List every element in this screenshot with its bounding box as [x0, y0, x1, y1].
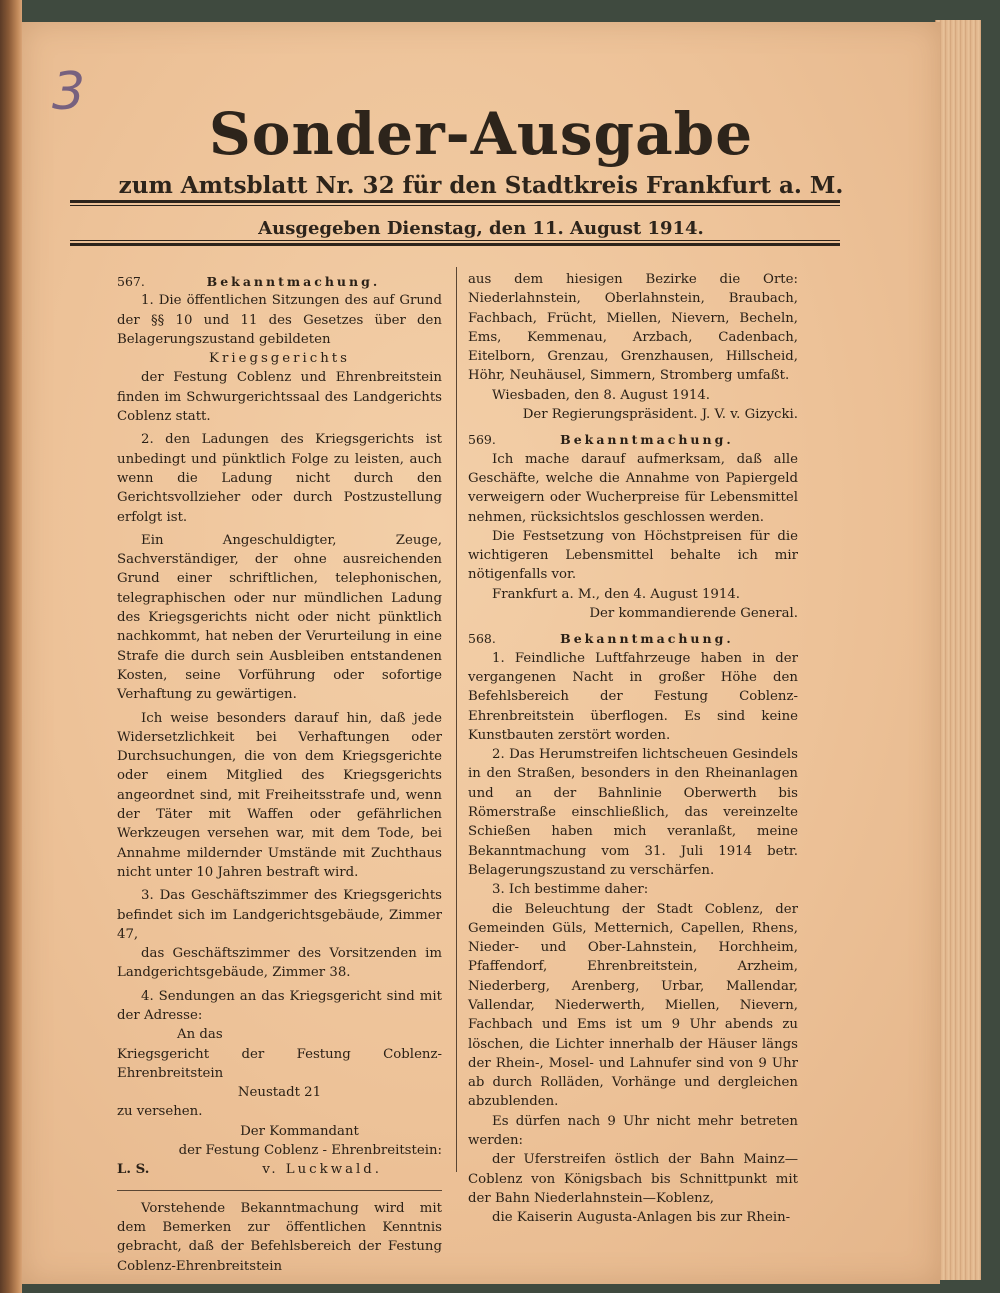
signature-line: Der Kommandant — [240, 1123, 359, 1139]
paragraph: 2. den Ladungen des Kriegsgerichts ist unbedingt und pünktlich Folge zu leisten, auch wenn die Ladung nicht durch den Gerichtsvollzieher oder durch Postzustellung erfolgt ist. — [117, 432, 442, 525]
left-column — [117, 270, 442, 1276]
paragraph: Ich weise besonders darauf hin, daß jede Widersetzlichkeit bei Verhaftungen oder Durchsuchungen, die von dem Kriegsgerichte oder einem Mitglied des Kriegsgerichts angeordnet sind, mit Freiheitsstrafe und, wenn der Täter mit Waffen oder gefährlichen Werkzeugen versehen war, mit dem Tode, bei Annahme mildernder Umstände mit Zuchthaus nicht unter 10 Jahren bestraft wird. — [117, 710, 442, 880]
paragraph: 3. Das Geschäftszimmer des Kriegsgerichts befindet sich im Landgerichtsgebäude, Zimmer 47, — [117, 888, 442, 942]
address-line: An das — [177, 1027, 223, 1043]
right-column — [468, 270, 798, 1228]
address-line: Kriegsgericht der Festung Coblenz-Ehrenbreitstein — [117, 1046, 442, 1081]
notice-567-header — [117, 272, 442, 291]
notice-number: 569. — [468, 432, 496, 448]
page-stack-edge — [935, 20, 981, 1280]
notice-568-header — [468, 629, 798, 648]
signatory: v. Luckwald. — [262, 1162, 382, 1178]
paragraph: 2. Das Herumstreifen lichtscheuen Gesindels in den Straßen, besonders in den Rheinanlagen und an der Bahnlinie Oberwerth bis Römerstraße einschließlich, das vereinzelte Schießen haben mich veranlaßt, meine Bekanntmachung vom 31. Juli 1914 betr. Belagerungszustand zu verschärfen. — [468, 747, 798, 878]
archive-number-stamp: 3 — [52, 62, 86, 122]
section-separator — [117, 1190, 442, 1191]
paragraph: die Beleuchtung der Stadt Coblenz, der Gemeinden Güls, Metternich, Capellen, Rhens, Nieder- und Ober-Lahnstein, Horchheim, Pfaffendorf, Ehrenbreitstein, Arzheim, Niederberg, Arenberg, Urbar, Mallendar, Vallendar, Niederwerth, Miellen, Nievern, Fachbach und Ems ist um 9 Uhr abends zu löschen, die Lichter innerhalb der Häuser längs der Rhein-, Mosel- und Lahnufer sind von 9 Uhr ab durch Rolläden, Vorhänge und dergleichen abzublenden. — [468, 901, 798, 1110]
court-heading: Kriegsgerichts — [209, 351, 350, 367]
column-divider — [456, 267, 457, 1172]
paragraph: 1. Feindliche Luftfahrzeuge haben in der vergangenen Nacht in großer Höhe den Befehlsbereich der Festung Coblenz-Ehrenbreitstein überflogen. Es sind keine Kunstbauten zerstört worden. — [468, 650, 798, 743]
header-rule-top — [70, 200, 840, 206]
notice-title: Bekanntmachung. — [206, 274, 381, 289]
notice-title: Bekanntmachung. — [560, 631, 734, 647]
notice-number: 567. — [117, 274, 145, 289]
signature-line: Der Regierungspräsident. J. V. v. Gizycki. — [522, 407, 798, 423]
signature-line: Der kommandierende General. — [589, 606, 798, 622]
address-line: Neustadt 21 — [237, 1085, 322, 1101]
paragraph: Ein Angeschuldigter, Zeuge, Sachverständiger, der ohne ausreichenden Grund einer schriftlichen, telephonischen, telegraphischen oder nur mündlichen Ladung des Kriegsgerichts nicht oder nicht pünktlich nachkommt, hat neben der Verurteilung in eine Strafe die durch sein Ausbleiben entstandenen Kosten, seine Vorführung oder sofortige Verhaftung zu gewärtigen. — [117, 532, 442, 703]
paragraph: Ich mache darauf aufmerksam, daß alle Geschäfte, welche die Annahme von Papiergeld verweigern oder Wucherpreise für Lebensmittel nehmen, rücksichtslos geschlossen werden. — [468, 451, 798, 525]
book-binding — [0, 0, 22, 1293]
paragraph: Es dürfen nach 9 Uhr nicht mehr betreten werden: — [468, 1113, 798, 1149]
notice-number: 568. — [468, 631, 496, 647]
seal-mark: L. S. — [117, 1162, 150, 1178]
paragraph: das Geschäftszimmer des Vorsitzenden im Landgerichtsgebäude, Zimmer 38. — [117, 946, 442, 981]
paragraph: 3. Ich bestimme daher: — [492, 882, 649, 898]
signature-row — [117, 1160, 442, 1179]
notice-title: Bekanntmachung. — [560, 432, 734, 448]
document-page — [22, 22, 940, 1284]
paragraph: 1. Die öffentlichen Sitzungen des auf Grund der §§ 10 und 11 des Gesetzes über den Belagerungszustand gebildeten — [117, 293, 442, 347]
page-title: Sonder-Ausgabe — [208, 100, 754, 168]
header-rule-bottom — [70, 240, 840, 246]
paragraph: 4. Sendungen an das Kriegsgericht sind mit der Adresse: — [117, 988, 442, 1023]
paragraph: aus dem hiesigen Bezirke die Orte: Niederlahnstein, Oberlahnstein, Braubach, Fachbach, Frücht, Miellen, Nievern, Becheln, Ems, Kemmenau, Arzbach, Cadenbach, Eitelborn, Grenzau, Grenzhausen, Hillscheid, Höhr, Neuhäusel, Simmern, Stromberg umfaßt. — [468, 272, 798, 384]
paragraph: der Festung Coblenz und Ehrenbreitstein finden im Schwurgerichtssaal des Landgerichts Coblenz statt. — [117, 370, 442, 425]
signature-line: der Festung Coblenz - Ehrenbreitstein: — [178, 1143, 442, 1159]
page-subtitle: zum Amtsblatt Nr. 32 für den Stadtkreis Frankfurt a. M. — [118, 172, 844, 199]
notice-569-header — [468, 430, 798, 449]
dateline: Wiesbaden, den 8. August 1914. — [492, 387, 711, 403]
issue-date: Ausgegeben Dienstag, den 11. August 1914. — [258, 218, 704, 239]
paragraph: Vorstehende Bekanntmachung wird mit dem Bemerken zur öffentlichen Kenntnis gebracht, daß der Befehlsbereich der Festung Coblenz-Ehrenbreitstein — [117, 1200, 442, 1274]
address-line: zu versehen. — [117, 1104, 203, 1120]
paragraph: der Uferstreifen östlich der Bahn Mainz—Coblenz von Königsbach bis Schnittpunkt mit der Bahn Niederlahnstein—Koblenz, — [468, 1152, 798, 1206]
dateline: Frankfurt a. M., den 4. August 1914. — [492, 586, 741, 602]
paragraph: die Kaiserin Augusta-Anlagen bis zur Rhein- — [492, 1210, 791, 1226]
paragraph: Die Festsetzung von Höchstpreisen für die wichtigeren Lebensmittel behalte ich mir nötigenfalls vor. — [468, 528, 798, 583]
